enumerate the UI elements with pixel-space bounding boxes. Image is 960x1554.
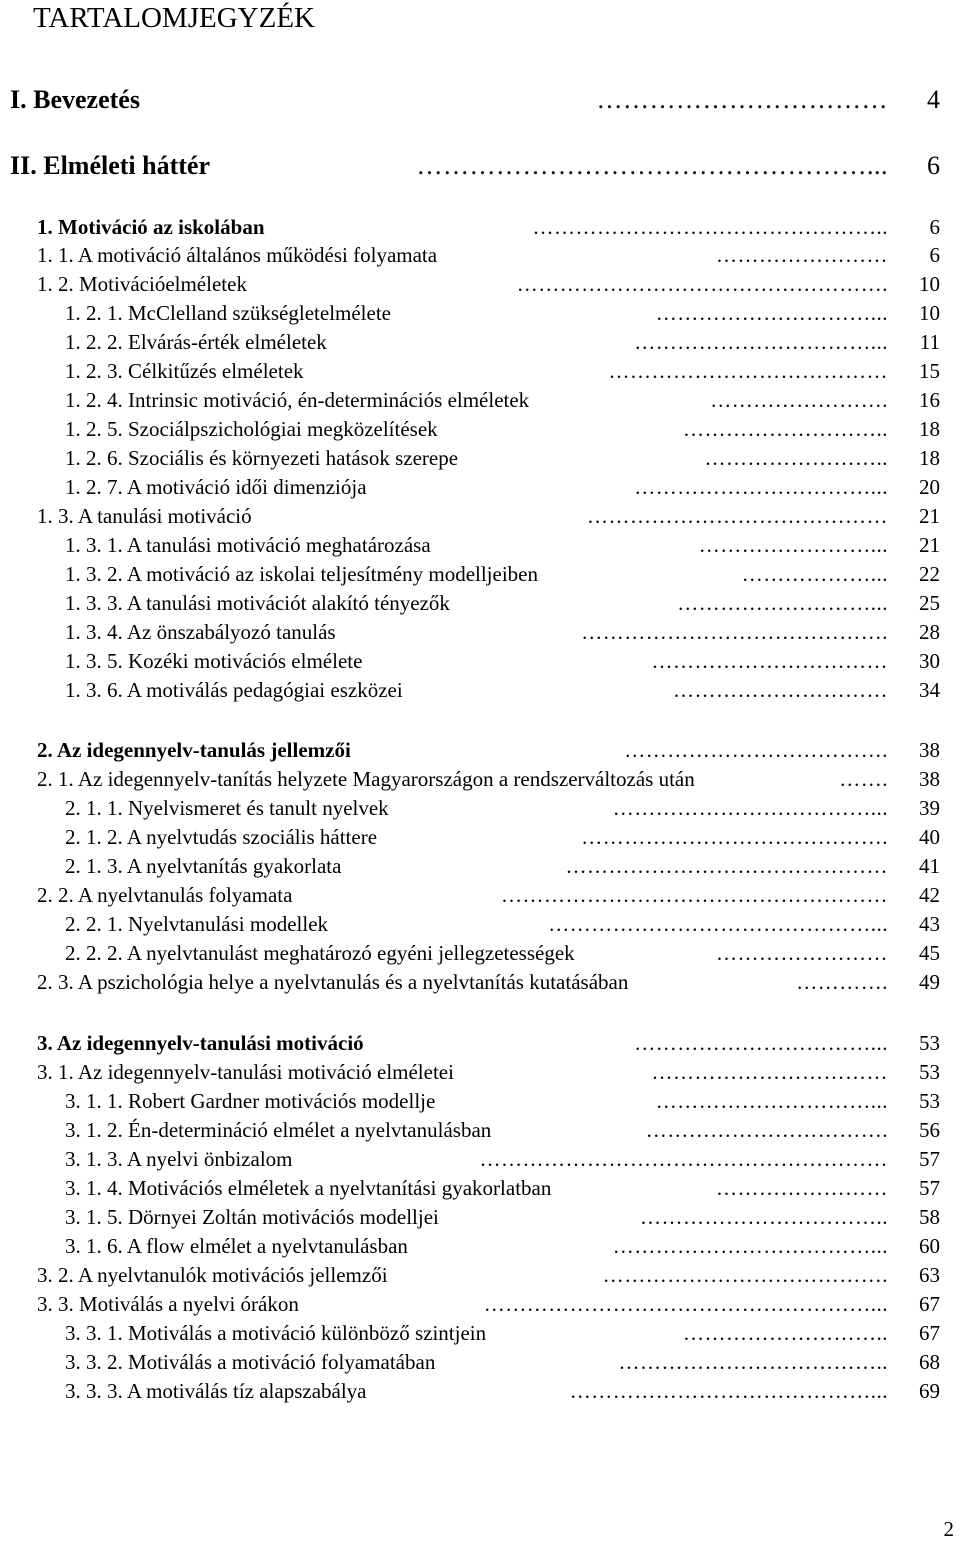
toc-entry bbox=[0, 619, 960, 646]
toc-leader-dots: ……………………………………… bbox=[565, 854, 888, 878]
toc-page-number: 63 bbox=[919, 1263, 940, 1287]
toc-leader-dots: ………………………………………………… bbox=[479, 1147, 888, 1171]
toc-leader-dots: …………. bbox=[796, 970, 888, 994]
toc-leader-dots: ………………………… bbox=[673, 678, 888, 702]
toc-leader-dots: ……………………….. bbox=[683, 1321, 888, 1345]
toc-leader-dots: ……………………………. bbox=[645, 1118, 888, 1142]
toc-entry bbox=[0, 911, 960, 938]
toc-leader-dots: …………………………………. bbox=[602, 1263, 888, 1287]
toc-entry bbox=[0, 150, 960, 182]
toc-page-number: 21 bbox=[919, 533, 940, 557]
toc-entry-title: II. Elméleti háttér bbox=[10, 151, 211, 180]
toc-entry-title: 1. 2. 6. Szociális és környezeti hatások szerepe bbox=[65, 446, 459, 470]
toc-leader-dots: …………………………… bbox=[651, 1060, 888, 1084]
toc-entry bbox=[0, 329, 960, 356]
toc-entry bbox=[0, 1030, 960, 1057]
toc-entry bbox=[0, 1233, 960, 1260]
toc-page-number: 60 bbox=[919, 1234, 940, 1258]
toc-leader-dots: …………………….. bbox=[704, 446, 888, 470]
toc-entry bbox=[0, 1117, 960, 1144]
toc-leader-dots: …………………… bbox=[716, 243, 888, 267]
toc-page-number: 11 bbox=[919, 330, 940, 354]
toc-entry-title: 1. Motiváció az iskolában bbox=[37, 215, 265, 239]
toc-page-number: 25 bbox=[919, 591, 940, 615]
toc-entry bbox=[0, 416, 960, 443]
toc-entry-title: 2. Az idegennyelv-tanulás jellemzői bbox=[37, 738, 351, 762]
toc-leader-dots: ……………………………... bbox=[634, 1031, 888, 1055]
toc-leader-dots: ………………………………………….. bbox=[532, 215, 888, 239]
toc-entry bbox=[0, 474, 960, 501]
toc-page-number: 34 bbox=[919, 678, 940, 702]
toc-leader-dots: ………………... bbox=[741, 562, 888, 586]
toc-page-number: 10 bbox=[919, 272, 940, 296]
toc-entry-title: 1. 2. 4. Intrinsic motiváció, én-determinációs elméletek bbox=[65, 388, 530, 412]
toc-leader-dots: ………………………………………………... bbox=[483, 1292, 888, 1316]
toc-entry-title: 1. 2. 3. Célkitűzés elméletek bbox=[65, 359, 304, 383]
toc-entry-title: 1. 1. A motiváció általános működési folyamata bbox=[37, 243, 438, 267]
toc-leader-dots: …………………………… bbox=[596, 85, 888, 114]
toc-entry bbox=[0, 648, 960, 675]
toc-entry-title: 1. 3. 5. Kozéki motivációs elmélete bbox=[65, 649, 363, 673]
toc-entry-title: 2. 1. 2. A nyelvtudás szociális háttere bbox=[65, 825, 378, 849]
toc-entry-title: 2. 3. A pszichológia helye a nyelvtanulás és a nyelvtanítás kutatásában bbox=[37, 970, 629, 994]
toc-page-number: 4 bbox=[927, 85, 940, 114]
toc-entry bbox=[0, 940, 960, 967]
toc-leader-dots: ………………………………… bbox=[608, 359, 888, 383]
toc-page-number: 42 bbox=[919, 883, 940, 907]
toc-page-number: 15 bbox=[919, 359, 940, 383]
toc-entry bbox=[0, 882, 960, 909]
toc-page-number: 45 bbox=[919, 941, 940, 965]
toc-leader-dots: ………………………………... bbox=[612, 1234, 888, 1258]
toc-leader-dots: …………………………... bbox=[655, 301, 888, 325]
toc-page-number: 40 bbox=[919, 825, 940, 849]
toc-page-number: 67 bbox=[919, 1321, 940, 1345]
toc-leader-dots: ……. bbox=[839, 767, 888, 791]
toc-leader-dots: ……………………... bbox=[698, 533, 888, 557]
toc-entry bbox=[0, 1378, 960, 1405]
toc-page-number: 28 bbox=[919, 620, 940, 644]
toc-entry-title: 2. 1. 1. Nyelvismeret és tanult nyelvek bbox=[65, 796, 389, 820]
toc-leader-dots: ………………………………………... bbox=[548, 912, 888, 936]
toc-entry bbox=[0, 271, 960, 298]
toc-leader-dots: ……………………………... bbox=[634, 475, 888, 499]
toc-entry bbox=[0, 214, 960, 241]
toc-entry-title: 1. 2. 5. Szociálpszichológiai megközelítések bbox=[65, 417, 438, 441]
toc-page-number: 20 bbox=[919, 475, 940, 499]
toc-page-number: 57 bbox=[919, 1147, 940, 1171]
toc-page-number: 6 bbox=[929, 215, 940, 239]
toc-leader-dots: ……………………………………………... bbox=[416, 151, 888, 180]
toc-entry bbox=[0, 1146, 960, 1173]
toc-leader-dots: ………………………………. bbox=[624, 738, 888, 762]
toc-entry bbox=[0, 853, 960, 880]
toc-leader-dots: …………………………………… bbox=[587, 504, 888, 528]
toc-leader-dots: ……………………………………………… bbox=[501, 883, 888, 907]
toc-leader-dots: …………………………… bbox=[651, 649, 888, 673]
toc-leader-dots: ……………………. bbox=[710, 388, 888, 412]
page-number: 2 bbox=[943, 1517, 954, 1541]
toc-page-number: 6 bbox=[927, 151, 940, 180]
toc-entry-title: 2. 2. 2. A nyelvtanulást meghatározó egyéni jellegzetességek bbox=[65, 941, 575, 965]
toc-entry bbox=[0, 1059, 960, 1086]
toc-entry-title: 1. 3. 2. A motiváció az iskolai teljesítmény modelljeiben bbox=[65, 562, 538, 586]
toc-entry bbox=[0, 503, 960, 530]
toc-leader-dots: ……………………….. bbox=[683, 417, 888, 441]
toc-leader-dots: ……………………………………. bbox=[581, 620, 888, 644]
toc-entry bbox=[0, 1175, 960, 1202]
toc-entry bbox=[0, 532, 960, 559]
toc-page-number: 38 bbox=[919, 767, 940, 791]
toc-entry bbox=[0, 677, 960, 704]
toc-page-number: 6 bbox=[929, 243, 940, 267]
toc-entry-title: 1. 2. Motivációelméletek bbox=[37, 272, 247, 296]
toc-page-number: 22 bbox=[919, 562, 940, 586]
toc-leader-dots: ………………………... bbox=[677, 591, 888, 615]
toc-leader-dots: ……………………………….. bbox=[618, 1350, 888, 1374]
toc-page-number: 30 bbox=[919, 649, 940, 673]
toc-page-number: 57 bbox=[919, 1176, 940, 1200]
toc-page-number: 41 bbox=[919, 854, 940, 878]
toc-entry-title: 3. 3. Motiválás a nyelvi órákon bbox=[37, 1292, 299, 1316]
toc-entry bbox=[0, 387, 960, 414]
toc-entry bbox=[0, 358, 960, 385]
toc-entry-title: 1. 2. 1. McClelland szükségletelmélete bbox=[65, 301, 391, 325]
toc-entry bbox=[0, 561, 960, 588]
toc-entry bbox=[0, 1320, 960, 1347]
toc-entry bbox=[0, 84, 960, 116]
toc-entry bbox=[0, 1204, 960, 1231]
toc-entry bbox=[0, 1088, 960, 1115]
toc-entry-title: 3. 1. 1. Robert Gardner motivációs modellje bbox=[65, 1089, 436, 1113]
toc-page-number: 39 bbox=[919, 796, 940, 820]
toc-entry bbox=[0, 824, 960, 851]
toc-page-number: 68 bbox=[919, 1350, 940, 1374]
toc-leader-dots: ……………………………... bbox=[634, 330, 888, 354]
toc-entry-title: 1. 3. A tanulási motiváció bbox=[37, 504, 252, 528]
toc-entry-title: 3. 3. 3. A motiválás tíz alapszabálya bbox=[65, 1379, 367, 1403]
toc-page-number: 49 bbox=[919, 970, 940, 994]
toc-entry bbox=[0, 1349, 960, 1376]
toc-page-number: 53 bbox=[919, 1089, 940, 1113]
toc-leader-dots: ……………………………………... bbox=[569, 1379, 888, 1403]
toc-entry bbox=[0, 766, 960, 793]
toc-entry bbox=[0, 1262, 960, 1289]
toc-entry-title: 3. 1. 6. A flow elmélet a nyelvtanulásban bbox=[65, 1234, 408, 1258]
toc-entry-title: 2. 1. 3. A nyelvtanítás gyakorlata bbox=[65, 854, 342, 878]
toc-page-number: 53 bbox=[919, 1031, 940, 1055]
toc-leader-dots: ………………………………... bbox=[612, 796, 888, 820]
toc-entry-title: 3. 2. A nyelvtanulók motivációs jellemzői bbox=[37, 1263, 388, 1287]
toc-entry-title: 1. 3. 3. A tanulási motivációt alakító tényezők bbox=[65, 591, 450, 615]
toc-entry-title: 3. 1. 4. Motivációs elméletek a nyelvtanítási gyakorlatban bbox=[65, 1176, 552, 1200]
toc-page-number: 56 bbox=[919, 1118, 940, 1142]
toc-entry-title: I. Bevezetés bbox=[10, 85, 140, 114]
toc-leader-dots: …………………… bbox=[716, 941, 888, 965]
toc-page-number: 43 bbox=[919, 912, 940, 936]
toc-entry-title: 1. 2. 2. Elvárás-érték elméletek bbox=[65, 330, 327, 354]
toc-entry-title: 3. 1. Az idegennyelv-tanulási motiváció elméletei bbox=[37, 1060, 454, 1084]
toc-entry-title: 3. 1. 3. A nyelvi önbizalom bbox=[65, 1147, 293, 1171]
toc-entry-title: 3. 3. 2. Motiválás a motiváció folyamatában bbox=[65, 1350, 436, 1374]
toc-entry bbox=[0, 242, 960, 269]
toc-page-number: 10 bbox=[919, 301, 940, 325]
toc-page-number: 18 bbox=[919, 446, 940, 470]
toc-entry-title: 3. 1. 2. Én-determináció elmélet a nyelvtanulásban bbox=[65, 1118, 492, 1142]
toc-entry bbox=[0, 445, 960, 472]
toc-page-number: 38 bbox=[919, 738, 940, 762]
toc-entry bbox=[0, 300, 960, 327]
toc-page-number: 53 bbox=[919, 1060, 940, 1084]
toc-leader-dots: …………………………….. bbox=[640, 1205, 888, 1229]
toc-entry-title: 1. 3. 6. A motiválás pedagógiai eszközei bbox=[65, 678, 403, 702]
toc-entry-title: 2. 1. Az idegennyelv-tanítás helyzete Magyarországon a rendszerváltozás után bbox=[37, 767, 695, 791]
toc-entry-title: 1. 2. 7. A motiváció idői dimenziója bbox=[65, 475, 367, 499]
toc-entry-title: 2. 2. A nyelvtanulás folyamata bbox=[37, 883, 293, 907]
toc-entry-title: 2. 2. 1. Nyelvtanulási modellek bbox=[65, 912, 329, 936]
toc-entry-title: 1. 3. 4. Az önszabályozó tanulás bbox=[65, 620, 336, 644]
toc-entry bbox=[0, 590, 960, 617]
toc-page-number: 67 bbox=[919, 1292, 940, 1316]
toc-entry-title: 1. 3. 1. A tanulási motiváció meghatározása bbox=[65, 533, 431, 557]
toc-entry-title: 3. 1. 5. Dörnyei Zoltán motivációs modelljei bbox=[65, 1205, 439, 1229]
toc-page-number: 21 bbox=[919, 504, 940, 528]
toc-leader-dots: …………………………... bbox=[655, 1089, 888, 1113]
page-title: TARTALOMJEGYZÉK bbox=[33, 2, 315, 34]
toc-entry-title: 3. Az idegennyelv-tanulási motiváció bbox=[37, 1031, 364, 1055]
toc-leader-dots: ……………………………………………. bbox=[516, 272, 888, 296]
toc-page-number: 18 bbox=[919, 417, 940, 441]
toc-leader-dots: ……………………………………. bbox=[581, 825, 888, 849]
toc-page-number: 16 bbox=[919, 388, 940, 412]
toc-page-number: 69 bbox=[919, 1379, 940, 1403]
toc-entry bbox=[0, 795, 960, 822]
toc-page-number: 58 bbox=[919, 1205, 940, 1229]
toc-entry bbox=[0, 737, 960, 764]
toc-entry bbox=[0, 969, 960, 996]
toc-leader-dots: …………………… bbox=[716, 1176, 888, 1200]
toc-entry bbox=[0, 1291, 960, 1318]
toc-entry-title: 3. 3. 1. Motiválás a motiváció különböző szintjein bbox=[65, 1321, 487, 1345]
